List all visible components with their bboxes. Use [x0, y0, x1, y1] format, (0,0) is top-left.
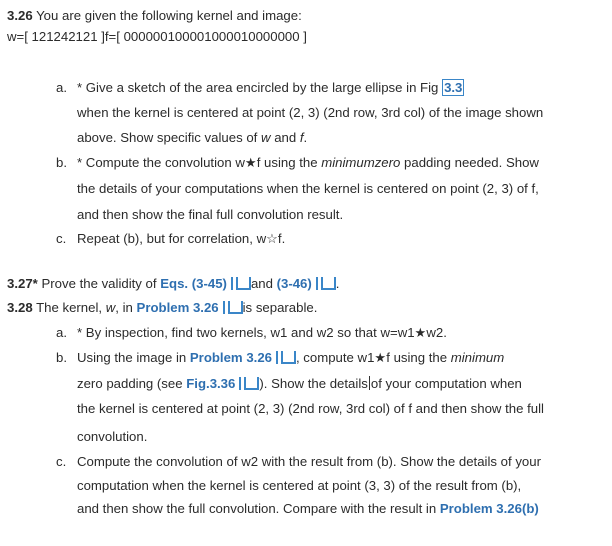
- item-c-line-1: Compute the convolution of w2 with the result from (b). Show the details of your: [77, 454, 541, 469]
- problem-intro: You are given the following kernel and image:: [32, 8, 302, 23]
- item-a-line-1: [77, 79, 464, 96]
- kernel-var: w: [261, 130, 271, 145]
- item-label: c.: [56, 231, 67, 246]
- problem-3-26b-link[interactable]: Problem 3.26(b): [439, 501, 539, 516]
- problem-3-28: [7, 299, 317, 318]
- eq-3-45-link[interactable]: Eqs. (3-45): [160, 276, 227, 291]
- text: The kernel,: [32, 300, 106, 315]
- bookmark-icon[interactable]: [316, 277, 336, 294]
- text: .: [335, 276, 340, 291]
- bookmark-icon[interactable]: [276, 351, 296, 368]
- figure-3-3-link[interactable]: 3.3: [444, 80, 463, 95]
- text: , compute w1★f using the: [295, 350, 451, 365]
- problem-number: 3.27*: [7, 276, 38, 291]
- item-a-text: * By inspection, find two kernels, w1 and w2 so that w=w1★w2.: [77, 325, 447, 340]
- problem-3-26-link[interactable]: Problem 3.26: [136, 300, 219, 315]
- text: * Give a sketch of the area encircled by the large ellipse in Fig: [77, 80, 439, 95]
- item-label: a.: [56, 325, 67, 340]
- problem-number: 3.28: [7, 300, 33, 315]
- item-b-line-3: and then show the final full convolution result.: [77, 207, 344, 222]
- image-var: f: [299, 130, 304, 145]
- kernel-and-image: w=[ 121242121 ]f=[ 000000100001000010000000 ]: [7, 29, 307, 44]
- text: of your computation when: [370, 376, 522, 391]
- problem-3-26-link[interactable]: Problem 3.26: [189, 350, 272, 365]
- text: and then show the full convolution. Compare with the result in: [77, 501, 440, 516]
- eq-3-46-link[interactable]: (3-46): [276, 276, 312, 291]
- problem-3-27: [7, 275, 339, 294]
- bookmark-icon[interactable]: [223, 301, 243, 318]
- item-label: c.: [56, 454, 67, 469]
- text: .: [303, 130, 308, 145]
- item-b-line-3: the kernel is centered at point (2, 3) (2nd row, 3rd col) of f and then show the full: [77, 401, 544, 416]
- text: above. Show specific values of: [77, 130, 261, 145]
- item-b-line-2: [77, 375, 522, 394]
- item-a-line-3: [77, 129, 307, 146]
- item-label: b.: [56, 350, 67, 365]
- text: * Compute the convolution w★f using the: [77, 155, 322, 170]
- text: , in: [115, 300, 137, 315]
- item-a-line-2: when the kernel is centered at point (2, 3) (2nd row, 3rd col) of the image shown: [77, 105, 544, 120]
- item-c-line-3: [77, 500, 539, 517]
- item-b-line-1: [77, 154, 539, 171]
- text-cursor: [369, 376, 370, 390]
- text: Using the image in: [77, 350, 190, 365]
- item-b-line-4: convolution.: [77, 429, 148, 444]
- item-c-line-2: computation when the kernel is centered at point (3, 3) of the result from (b),: [77, 478, 522, 493]
- item-label: a.: [56, 80, 67, 95]
- kernel-var: w: [105, 300, 116, 315]
- text: is separable.: [242, 300, 318, 315]
- item-c-text: Repeat (b), but for correlation, w☆f.: [77, 231, 286, 246]
- problem-number: 3.26: [7, 8, 33, 23]
- item-label: b.: [56, 155, 67, 170]
- bookmark-icon[interactable]: [239, 377, 259, 394]
- item-b-line-2: the details of your computations when the kernel is centered on point (2, 3) of f,: [77, 181, 539, 196]
- problem-3-26-heading: [7, 7, 302, 24]
- text: and: [250, 276, 277, 291]
- bookmark-icon[interactable]: [231, 277, 251, 294]
- figure-3-36-link[interactable]: Fig.3.36: [186, 376, 236, 391]
- text: ). Show the details: [259, 376, 368, 391]
- emphasis: minimum: [450, 350, 505, 365]
- text: Prove the validity of: [37, 276, 161, 291]
- emphasis: minimumzero: [321, 155, 401, 170]
- item-b-line-1: [77, 349, 504, 368]
- text: zero padding (see: [77, 376, 187, 391]
- text: and: [270, 130, 300, 145]
- text: padding needed. Show: [400, 155, 539, 170]
